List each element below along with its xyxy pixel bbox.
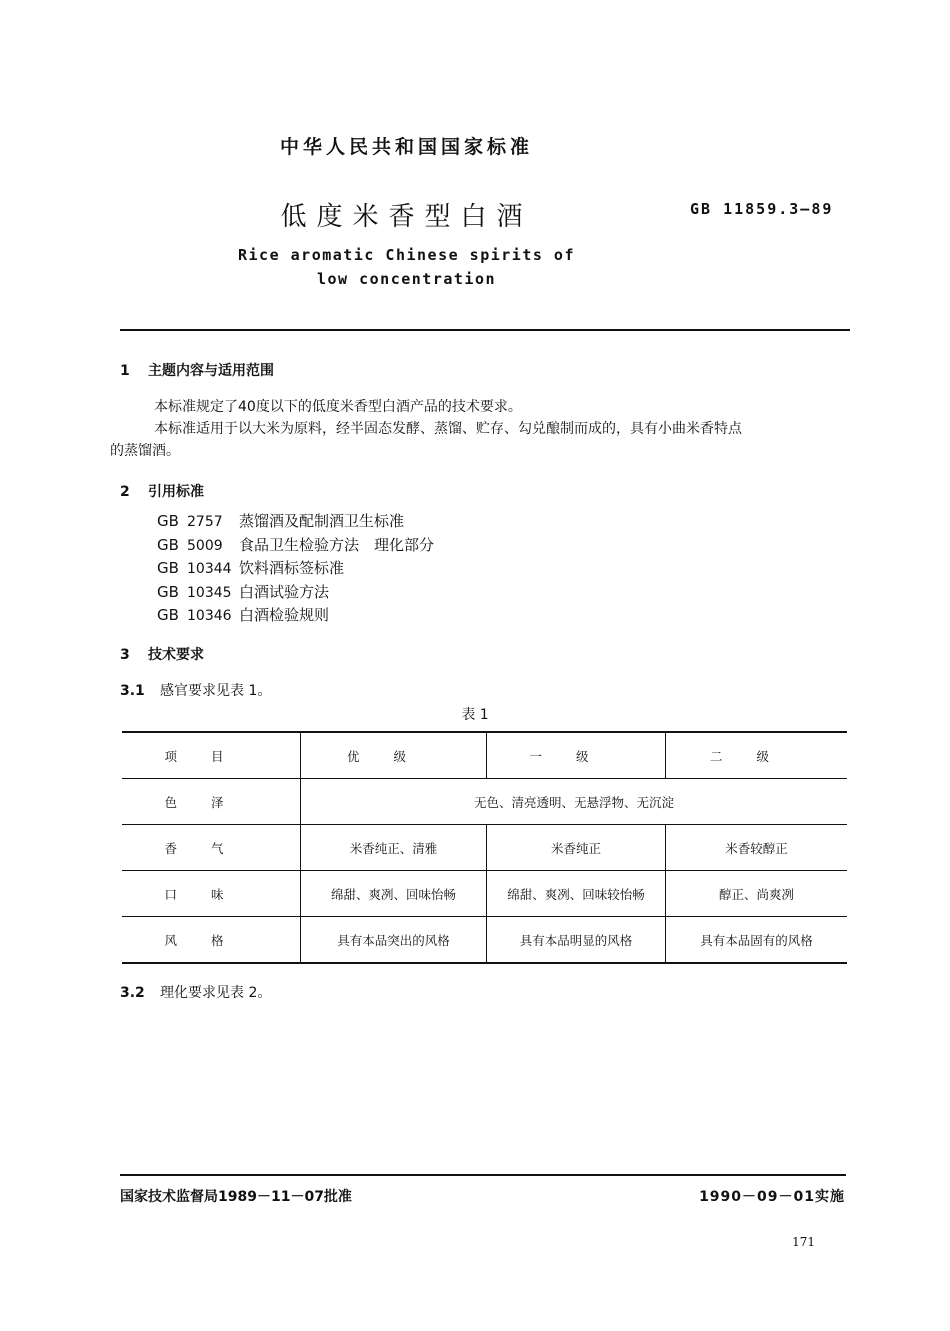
section-1-paragraph-2-cont: 的蒸馏酒。 (110, 443, 180, 459)
section-3-2-number: 3.2 (120, 985, 145, 1001)
section-1-body (110, 396, 850, 462)
table-header-cell: 优级 (301, 732, 487, 779)
sensory-requirements-table (122, 731, 847, 964)
table-header-cell: 二级 (666, 732, 848, 779)
english-title-line-1: Rice aromatic Chinese spirits of (238, 246, 575, 264)
reference-number: 2757 (187, 514, 223, 530)
reference-title: 白酒检验规则 (239, 606, 330, 624)
page-number: 171 (792, 1235, 815, 1249)
table-row (122, 825, 847, 871)
table-header-cell: 项目 (164, 748, 258, 764)
table-header-cell: 一级 (487, 732, 666, 779)
section-1-heading (120, 360, 274, 380)
approval-date: 国家技术监督局1989－11－07批准 (120, 1189, 352, 1205)
table-cell: 米香纯正、清雅 (301, 825, 487, 871)
table-item-cell: 香气 (122, 825, 301, 871)
reference-item (157, 510, 434, 534)
reference-prefix: GB (157, 512, 179, 530)
reference-prefix: GB (157, 559, 179, 577)
reference-item (157, 581, 434, 605)
section-1-paragraph-1: 本标准规定了40度以下的低度米香型白酒产品的技术要求。 (154, 399, 522, 415)
table-cell: 米香较醇正 (666, 825, 848, 871)
table-cell: 具有本品固有的风格 (666, 917, 848, 964)
reference-item (157, 557, 434, 581)
section-3-1 (120, 680, 271, 700)
table-item-cell: 风格 (122, 917, 301, 964)
section-1-paragraph-2: 本标准适用于以大米为原料，经半固态发酵、蒸馏、贮存、勾兑酿制而成的，具有小曲米香特点 (154, 421, 742, 437)
implementation-date: 1990－09－01实施 (699, 1189, 845, 1205)
section-3-title: 技术要求 (148, 647, 204, 663)
reference-list (157, 510, 434, 628)
footer-rule (120, 1174, 846, 1176)
section-1-number: 1 (120, 363, 130, 379)
table-cell: 醇正、尚爽冽 (666, 871, 848, 917)
reference-prefix: GB (157, 535, 179, 554)
reference-title: 白酒试验方法 (239, 582, 330, 601)
section-1-title: 主题内容与适用范围 (148, 363, 274, 379)
section-2-title: 引用标准 (148, 484, 204, 500)
reference-item (157, 534, 434, 558)
reference-prefix: GB (157, 582, 179, 601)
table-item-cell: 色泽 (122, 779, 301, 825)
reference-item (157, 604, 434, 628)
section-3-1-text: 感官要求见表 1。 (160, 683, 272, 699)
table-item-cell: 口味 (122, 871, 301, 917)
section-2-number: 2 (120, 484, 130, 500)
table-cell: 具有本品突出的风格 (301, 917, 487, 964)
table-row (122, 917, 847, 964)
section-3-heading (120, 644, 204, 664)
reference-title: 饮料酒标签标准 (239, 559, 345, 577)
table-cell: 绵甜、爽冽、回味较怡畅 (487, 871, 666, 917)
table-row (122, 779, 847, 825)
table-1-caption: 表 1 (461, 707, 489, 723)
reference-number: 5009 (187, 537, 223, 554)
national-standard-heading: 中华人民共和国国家标准 (279, 136, 533, 158)
reference-title: 蒸馏酒及配制酒卫生标准 (239, 512, 405, 530)
table-cell: 具有本品明显的风格 (487, 917, 666, 964)
header-rule (120, 329, 850, 331)
section-2-heading (120, 481, 204, 501)
reference-number: 10344 (187, 561, 232, 577)
reference-prefix: GB (157, 606, 179, 624)
section-3-1-number: 3.1 (120, 683, 145, 699)
reference-number: 10345 (187, 584, 232, 601)
reference-number: 10346 (187, 608, 232, 624)
english-title-line-2: low concentration (316, 270, 497, 288)
table-cell: 米香纯正 (487, 825, 666, 871)
table-cell: 绵甜、爽冽、回味怡畅 (301, 871, 487, 917)
table-header-row (122, 732, 847, 779)
table-merged-cell: 无色、清亮透明、无悬浮物、无沉淀 (301, 779, 848, 825)
section-3-2-text: 理化要求见表 2。 (160, 985, 272, 1001)
standard-code: GB 11859.3—89 (690, 200, 834, 218)
section-3-number: 3 (120, 647, 130, 663)
section-3-2 (120, 982, 271, 1002)
document-title: 低度米香型白酒 (280, 202, 533, 232)
table-row (122, 871, 847, 917)
reference-title: 食品卫生检验方法 理化部分 (239, 535, 435, 554)
